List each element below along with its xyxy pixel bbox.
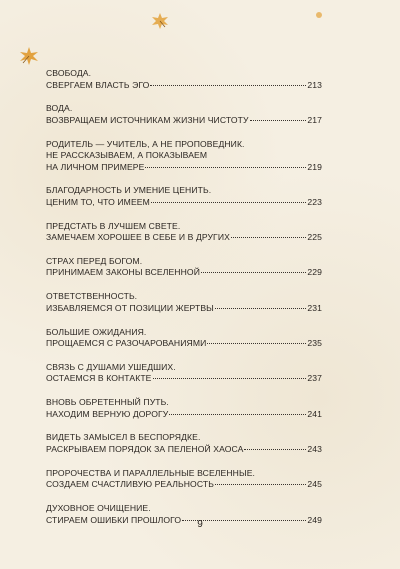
dot-leader: [153, 378, 307, 379]
toc-entry-title-line: ВИДЕТЬ ЗАМЫСЕЛ В БЕСПОРЯДКЕ.: [46, 432, 201, 443]
toc-entry-title-line: БОЛЬШИЕ ОЖИДАНИЯ.: [46, 326, 147, 337]
toc-page-number: 217: [307, 114, 322, 125]
toc-entry[interactable]: [46, 291, 322, 314]
toc-entry-title-line: ПРЕДСТАТЬ В ЛУЧШЕМ СВЕТЕ.: [46, 220, 181, 231]
dot-leader: [244, 449, 306, 450]
toc-entry-subtitle: ПРОЩАЕМСЯ С РАЗОЧАРОВАНИЯМИ: [46, 338, 207, 349]
toc-entry-row: [46, 80, 322, 92]
toc-entry-row: [46, 444, 322, 456]
toc-entry-subtitle: НАХОДИМ ВЕРНУЮ ДОРОГУ: [46, 408, 169, 419]
toc-entry-subtitle: СВЕРГАЕМ ВЛАСТЬ ЭГО: [46, 79, 150, 90]
toc-entry[interactable]: [46, 432, 322, 455]
toc-page-number: 243: [307, 443, 322, 454]
toc-entry-title-line: СТРАХ ПЕРЕД БОГОМ.: [46, 255, 143, 266]
table-of-contents: [46, 68, 322, 538]
toc-entry[interactable]: [46, 327, 322, 350]
toc-entry-row: [46, 232, 322, 244]
toc-entry-row: [46, 267, 322, 279]
toc-entry-title-line: СВОБОДА.: [46, 68, 92, 78]
toc-page-number: 219: [307, 161, 322, 172]
dot-leader: [151, 202, 306, 203]
toc-entry[interactable]: [46, 362, 322, 385]
toc-page-number: 229: [307, 267, 322, 278]
toc-page-number: 241: [307, 408, 322, 419]
toc-page-number: 237: [307, 373, 322, 384]
toc-entry[interactable]: [46, 139, 322, 174]
toc-entry-subtitle: ЦЕНИМ ТО, ЧТО ИМЕЕМ: [46, 196, 150, 207]
toc-entry-row: [46, 197, 322, 209]
toc-entry-title-line: СВЯЗЬ С ДУШАМИ УШЕДШИХ.: [46, 361, 176, 372]
toc-entry-row: [46, 479, 322, 491]
toc-entry[interactable]: [46, 68, 322, 91]
toc-entry-title-line: ВНОВЬ ОБРЕТЕННЫЙ ПУТЬ.: [46, 397, 169, 408]
leaf-icon: [18, 46, 40, 66]
toc-entry[interactable]: [46, 221, 322, 244]
toc-entry-title-line: НЕ РАССКАЗЫВАЕМ, А ПОКАЗЫВАЕМ: [46, 150, 208, 161]
dot-leader: [169, 414, 306, 415]
toc-entry-title-line: ОТВЕТСТВЕННОСТЬ.: [46, 291, 138, 302]
toc-entry[interactable]: [46, 468, 322, 491]
dot-leader: [250, 120, 307, 121]
dot-leader: [215, 308, 306, 309]
leaf-speck-icon: [316, 12, 322, 18]
toc-entry-row: [46, 409, 322, 421]
toc-entry-title-line: ПРОРОЧЕСТВА И ПАРАЛЛЕЛЬНЫЕ ВСЕЛЕННЫЕ.: [46, 467, 256, 478]
toc-entry-row: [46, 303, 322, 315]
toc-entry-row: [46, 338, 322, 350]
leaf-icon: [150, 12, 170, 30]
page-number: 9: [197, 519, 203, 530]
dot-leader: [215, 484, 306, 485]
toc-entry-title-line: РОДИТЕЛЬ — УЧИТЕЛЬ, А НЕ ПРОПОВЕДНИК.: [46, 138, 245, 149]
toc-entry-title-line: БЛАГОДАРНОСТЬ И УМЕНИЕ ЦЕНИТЬ.: [46, 185, 212, 196]
toc-page-number: 235: [307, 338, 322, 349]
dot-leader: [145, 167, 306, 168]
dot-leader: [231, 237, 306, 238]
toc-entry[interactable]: [46, 103, 322, 126]
toc-page-number: 225: [307, 232, 322, 243]
toc-entry-subtitle: РАСКРЫВАЕМ ПОРЯДОК ЗА ПЕЛЕНОЙ ХАОСА: [46, 443, 244, 454]
toc-entry[interactable]: [46, 185, 322, 208]
toc-page-number: 223: [307, 196, 322, 207]
toc-page-number: 213: [307, 79, 322, 90]
toc-page-number: 249: [307, 514, 322, 525]
dot-leader: [150, 85, 306, 86]
toc-entry-subtitle: ПРИНИМАЕМ ЗАКОНЫ ВСЕЛЕННОЙ: [46, 267, 200, 278]
toc-page-number: 245: [307, 479, 322, 490]
toc-entry-title-line: ДУХОВНОЕ ОЧИЩЕНИЕ.: [46, 503, 151, 514]
dot-leader: [201, 272, 306, 273]
toc-entry-subtitle: ЗАМЕЧАЕМ ХОРОШЕЕ В СЕБЕ И В ДРУГИХ: [46, 232, 230, 243]
dot-leader: [207, 343, 306, 344]
toc-entry-subtitle: СТИРАЕМ ОШИБКИ ПРОШЛОГО: [46, 514, 182, 525]
toc-entry-subtitle: ВОЗВРАЩАЕМ ИСТОЧНИКАМ ЖИЗНИ ЧИСТОТУ: [46, 114, 249, 125]
toc-page-number: 231: [307, 302, 322, 313]
toc-entry-row: [46, 373, 322, 385]
toc-entry-subtitle: ИЗБАВЛЯЕМСЯ ОТ ПОЗИЦИИ ЖЕРТВЫ: [46, 302, 214, 313]
toc-entry-title-line: ВОДА.: [46, 103, 73, 114]
toc-entry[interactable]: [46, 256, 322, 279]
toc-entry-subtitle: НА ЛИЧНОМ ПРИМЕРЕ: [46, 161, 145, 172]
toc-entry[interactable]: [46, 397, 322, 420]
toc-entry-row: [46, 115, 322, 127]
toc-entry-subtitle: СОЗДАЕМ СЧАСТЛИВУЮ РЕАЛЬНОСТЬ: [46, 479, 214, 490]
toc-entry-row: [46, 162, 322, 174]
toc-entry-subtitle: ОСТАЕМСЯ В КОНТАКТЕ: [46, 373, 152, 384]
